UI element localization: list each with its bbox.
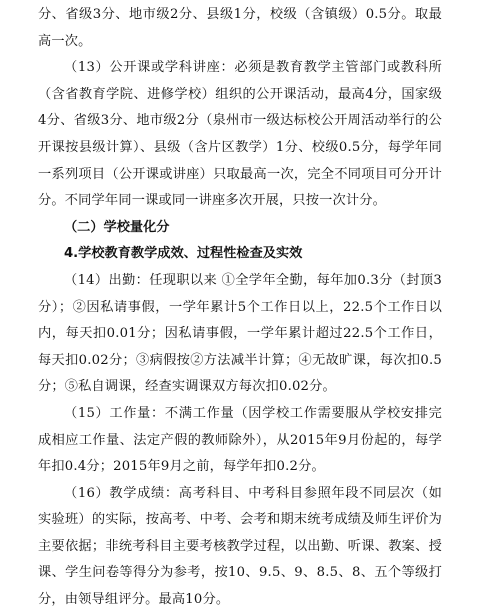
- subsection-heading: 4.学校教育教学成效、过程性检查及实效: [64, 246, 303, 262]
- paragraph-item-15: （15）工作量：不满工作量（因学校工作需要服从学校安排完成相应工作量、法定产假的教师除外），从2015年9月份起的，每学年扣0.4分；2015年9月之前，每学年扣0.2分。: [38, 405, 442, 475]
- paragraph-item-14: （14）出勤：任现职以来 ①全学年全勤，每年加0.3分（封顶3分）；②因私请事假，一学年累计5个工作日以上，22.5个工作日以内，每天扣0.01分；因私请事假，一学年累计超过22.5个工作日，每天扣0.02分；③病假按②方法减半计算；④无故旷课，每次扣0.5分；⑤私自调课，经查实调课双方每次扣0.02分。: [38, 272, 442, 395]
- section-heading: （二）学校量化分: [64, 219, 170, 235]
- paragraph-intro: 分、省级3分、地市级2分、县级1分，校级（含镇级）0.5分。取最高一次。: [38, 7, 442, 49]
- paragraph-item-16: （16）教学成绩：高考科目、中考科目参照年段不同层次（如实验班）的实际，按高考、中考、会考和期末统考成绩及师生评价为主要依据；非统考科目主要考核教学过程，以出勤、听课、教案、授课、学生问卷等得分为参考，按10、9.5、9、8.5、8、五个等级打分，由领导组评分。最高10分。: [38, 485, 442, 608]
- paragraph-item-13: （13）公开课或学科讲座：必须是教育教学主管部门或教科所（含省教育学院、进修学校）组织的公开课活动，最高4分，国家级4分、省级3分、地市级2分（泉州市一级达标校公开周活动举行的公开课按县级计算）、县级（含片区教学）1分、校级0.5分，每学年同一系列项目（公开课或讲座）只取最高一次，完全不同项目可分开计分。不同学年同一课或同一讲座多次开展，只按一次计分。: [38, 60, 442, 209]
